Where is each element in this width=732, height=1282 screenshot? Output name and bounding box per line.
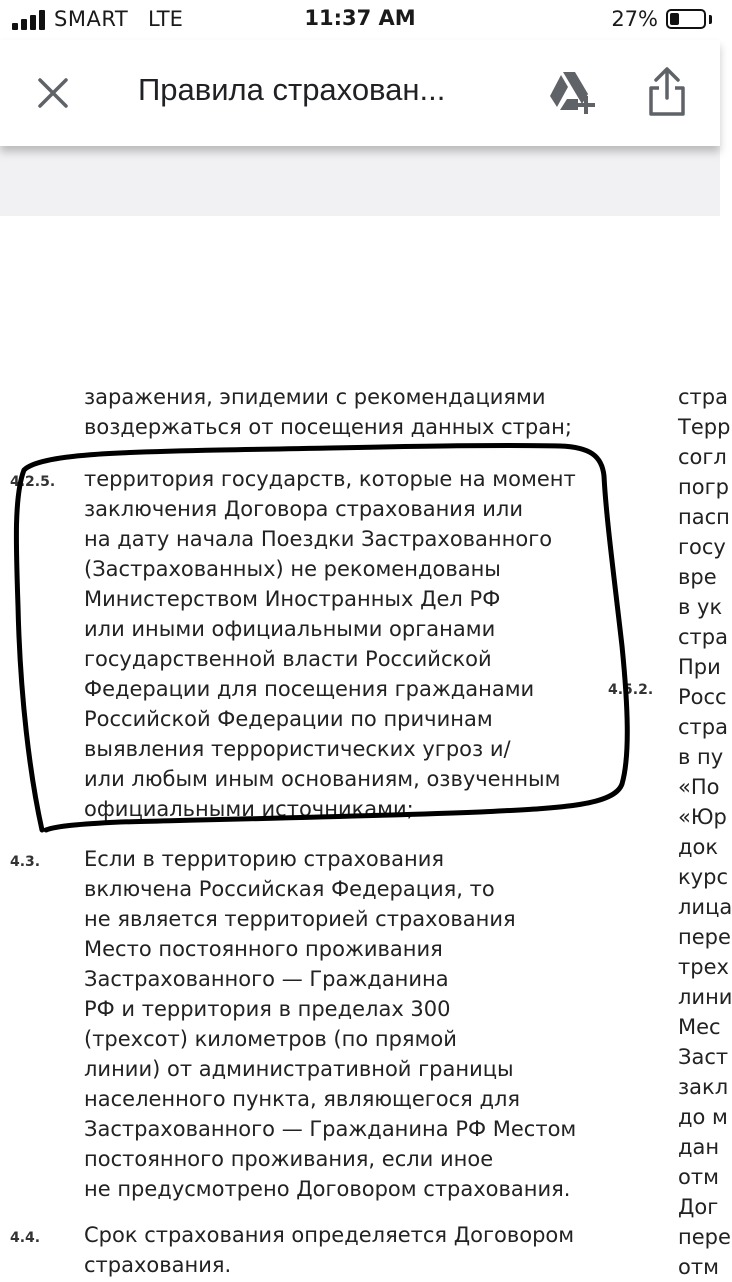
network-type: LTE — [148, 7, 183, 31]
share-icon[interactable] — [642, 66, 692, 118]
intro-paragraph: заражения, эпидемии с рекомендациями воздержаться от посещения данных стран; — [84, 385, 572, 439]
paragraph-number-4-5-2: 4.5.2. — [608, 682, 654, 698]
document-title: Правила страхован... — [138, 72, 446, 107]
right-column-text: стра Терр согл погр пасп госу вре в ук стра При Росс стра в пу «По «Юр док курс лица пере трех лини Мес Заст закл до м дан отм Дог пере отм — [678, 385, 732, 1279]
paragraph-4-3: Если в территорию страхования включена Российская Федерация, то не является территорией страхования Место постоянного проживания Застрахованного — Гражданина РФ и территория в пределах 300 (трехсот) километров (по прямой линии) от административной границы населенного пункта, являющегося для Застрахованного — Гражданина РФ Местом постоянного проживания, если иное не предусмотрено Договором страхования. — [84, 847, 577, 1201]
add-to-drive-icon[interactable] — [548, 70, 600, 114]
paragraph-4-4: Срок страхования определяется Договором страхования. — [84, 1223, 575, 1277]
battery-icon — [666, 9, 706, 29]
status-time: 11:37 AM — [304, 6, 416, 30]
paragraph-number-4-2-5: 4.2.5. — [10, 474, 56, 490]
add-to-drive-button[interactable] — [548, 70, 600, 114]
status-bar — [0, 0, 720, 40]
paragraph-number-4-3: 4.3. — [10, 854, 41, 870]
app-header — [0, 40, 720, 146]
paragraph-4-2-5: территория государств, которые на момент заключения Договора страхования или на дату начала Поездки Застрахованного (Застрахованных) не рекомендованы Министерством Иностранных Дел РФ или иными официальными органами государственной власти Российской Федерации для посещения гражданами Российской Федерации по причинам выявления террористических угроз и/ или любым иным основаниям, озвученным официальными источниками; — [84, 467, 576, 821]
battery-percent: 27% — [611, 7, 658, 31]
share-button[interactable] — [642, 66, 692, 118]
close-icon[interactable] — [28, 68, 78, 118]
carrier-name: SMART — [54, 7, 129, 31]
close-button[interactable] — [28, 68, 78, 118]
document-page[interactable] — [0, 216, 732, 1280]
battery-tip — [709, 15, 712, 24]
paragraph-number-4-4: 4.4. — [10, 1230, 41, 1246]
document-top-band — [0, 146, 720, 217]
